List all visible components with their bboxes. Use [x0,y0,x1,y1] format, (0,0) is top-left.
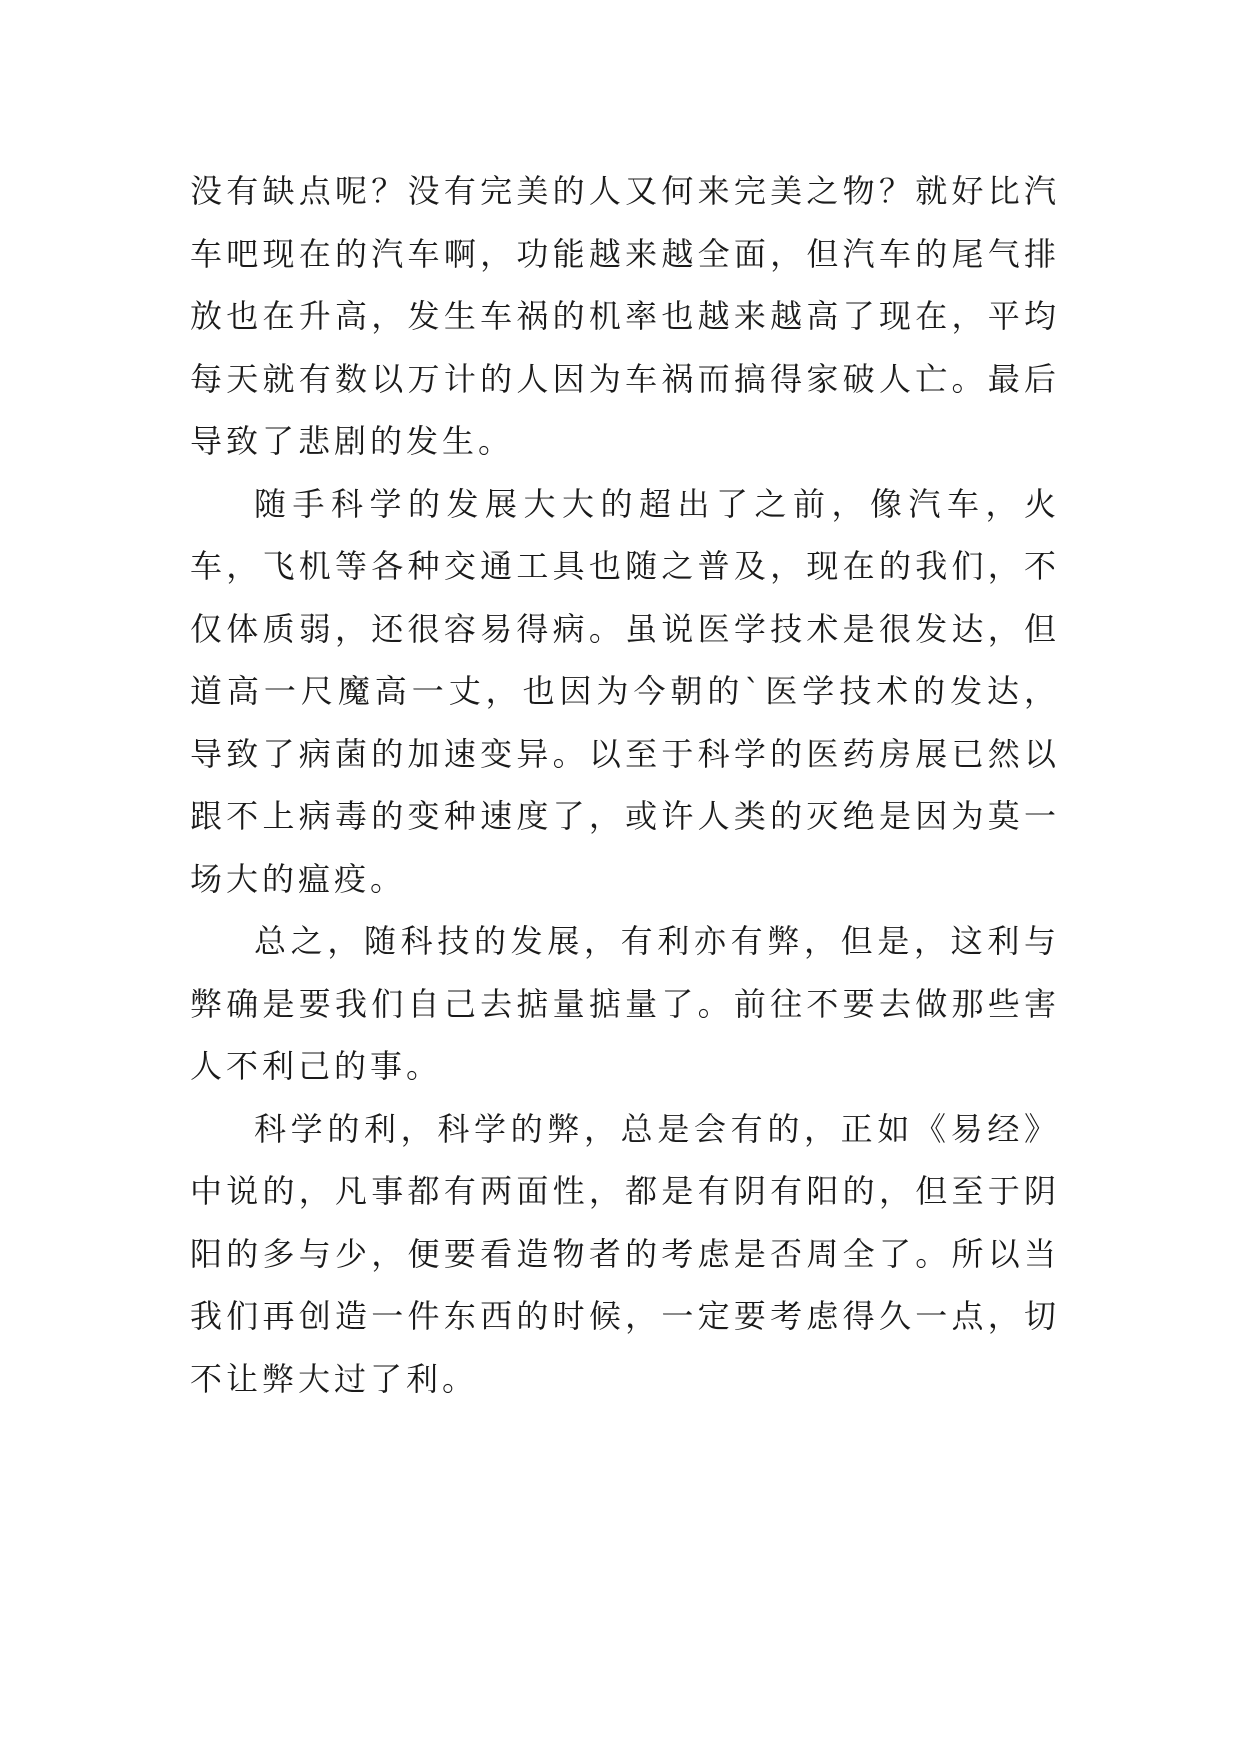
paragraph-1: 没有缺点呢？没有完美的人又何来完美之物？就好比汽车吧现在的汽车啊，功能越来越全面，但汽车的尾气排放也在升高，发生车祸的机率也越来越高了现在，平均每天就有数以万计的人因为车祸而搞得家破人亡。最后导致了悲剧的发生。 [190,172,1060,460]
paragraph-4: 科学的利，科学的弊，总是会有的，正如《易经》中说的，凡事都有两面性，都是有阴有阳的，但至于阴阳的多与少，便要看造物者的考虑是否周全了。所以当我们再创造一件东西的时候，一定要考虑得久一点，切不让弊大过了利。 [190,1109,1060,1398]
paragraph-3: 总之，随科技的发展，有利亦有弊，但是，这利与弊确是要我们自己去掂量掂量了。前往不要去做那些害人不利己的事。 [190,922,1060,1085]
document-body [190,160,1060,1410]
paragraph-2: 随手科学的发展大大的超出了之前，像汽车，火车，飞机等各种交通工具也随之普及，现在的我们，不仅体质弱，还很容易得病。虽说医学技术是很发达，但道高一尺魔高一丈，也因为今朝的`医学技术的发达，导致了病菌的加速变异。以至于科学的医药房展已然以跟不上病毒的变种速度了，或许人类的灭绝是因为莫一场大的瘟疫。 [190,484,1060,898]
